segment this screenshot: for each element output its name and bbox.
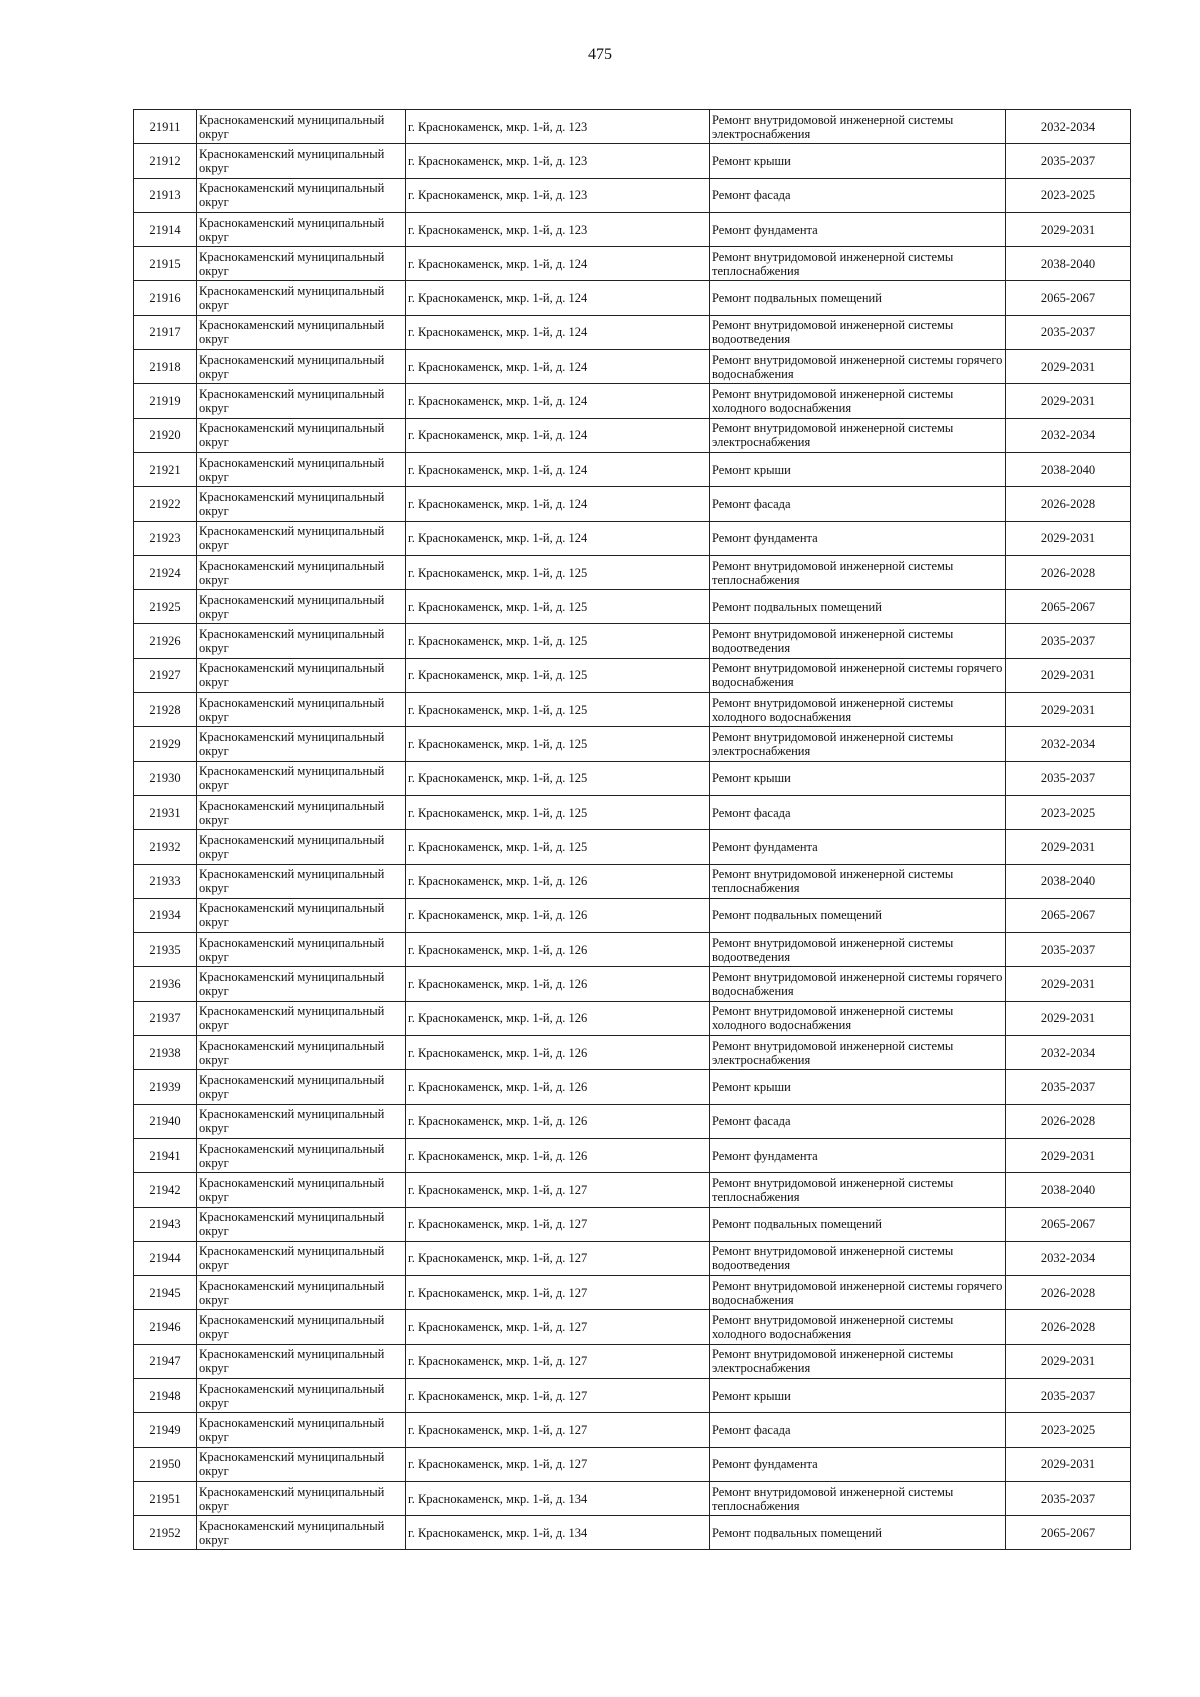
table-row bbox=[134, 1104, 1131, 1138]
address-cell: г. Краснокаменск, мкр. 1-й, д. 125 bbox=[406, 795, 710, 829]
period-cell: 2023-2025 bbox=[1006, 795, 1131, 829]
work-type-cell: Ремонт подвальных помещений bbox=[710, 590, 1006, 624]
municipality-text: Краснокаменский муниципальный округ bbox=[199, 1210, 385, 1239]
municipality-cell bbox=[197, 1378, 406, 1412]
period-cell: 2065-2067 bbox=[1006, 1207, 1131, 1241]
period-cell: 2029-2031 bbox=[1006, 658, 1131, 692]
work-type-cell: Ремонт внутридомовой инженерной системы электроснабжения bbox=[710, 110, 1006, 144]
address-cell: г. Краснокаменск, мкр. 1-й, д. 127 bbox=[406, 1310, 710, 1344]
row-number-cell: 21933 bbox=[134, 864, 197, 898]
row-number-cell: 21946 bbox=[134, 1310, 197, 1344]
work-type-cell: Ремонт фасада bbox=[710, 1413, 1006, 1447]
period-cell: 2029-2031 bbox=[1006, 350, 1131, 384]
municipality-text: Краснокаменский муниципальный округ bbox=[199, 970, 385, 999]
table-row bbox=[134, 1276, 1131, 1310]
address-cell: г. Краснокаменск, мкр. 1-й, д. 127 bbox=[406, 1447, 710, 1481]
row-number-cell: 21940 bbox=[134, 1104, 197, 1138]
municipality-cell bbox=[197, 967, 406, 1001]
municipality-cell bbox=[197, 1070, 406, 1104]
table-row bbox=[134, 1310, 1131, 1344]
period-cell: 2029-2031 bbox=[1006, 521, 1131, 555]
row-number-cell: 21917 bbox=[134, 315, 197, 349]
municipality-text: Краснокаменский муниципальный округ bbox=[199, 249, 385, 278]
address-cell: г. Краснокаменск, мкр. 1-й, д. 126 bbox=[406, 898, 710, 932]
row-number-cell: 21920 bbox=[134, 418, 197, 452]
row-number-cell: 21912 bbox=[134, 144, 197, 178]
municipality-text: Краснокаменский муниципальный округ bbox=[199, 935, 385, 964]
period-cell: 2038-2040 bbox=[1006, 452, 1131, 486]
address-cell: г. Краснокаменск, мкр. 1-й, д. 125 bbox=[406, 830, 710, 864]
table-row bbox=[134, 933, 1131, 967]
table-row bbox=[134, 1413, 1131, 1447]
row-number-cell: 21942 bbox=[134, 1173, 197, 1207]
municipality-cell bbox=[197, 350, 406, 384]
row-number-cell: 21951 bbox=[134, 1481, 197, 1515]
municipality-text: Краснокаменский муниципальный округ bbox=[199, 1347, 385, 1376]
table-row bbox=[134, 384, 1131, 418]
work-type-cell: Ремонт фасада bbox=[710, 487, 1006, 521]
row-number-cell: 21949 bbox=[134, 1413, 197, 1447]
work-type-cell: Ремонт внутридомовой инженерной системы горячего водоснабжения bbox=[710, 658, 1006, 692]
municipality-text: Краснокаменский муниципальный округ bbox=[199, 764, 385, 793]
period-cell: 2065-2067 bbox=[1006, 898, 1131, 932]
period-cell: 2029-2031 bbox=[1006, 212, 1131, 246]
municipality-cell bbox=[197, 1173, 406, 1207]
work-type-cell: Ремонт внутридомовой инженерной системы холодного водоснабжения bbox=[710, 1001, 1006, 1035]
row-number-cell: 21923 bbox=[134, 521, 197, 555]
address-cell: г. Краснокаменск, мкр. 1-й, д. 125 bbox=[406, 624, 710, 658]
address-cell: г. Краснокаменск, мкр. 1-й, д. 123 bbox=[406, 212, 710, 246]
municipality-cell bbox=[197, 144, 406, 178]
row-number-cell: 21941 bbox=[134, 1138, 197, 1172]
address-cell: г. Краснокаменск, мкр. 1-й, д. 125 bbox=[406, 761, 710, 795]
table-row bbox=[134, 1241, 1131, 1275]
work-type-cell: Ремонт внутридомовой инженерной системы электроснабжения bbox=[710, 418, 1006, 452]
municipality-text: Краснокаменский муниципальный округ bbox=[199, 1004, 385, 1033]
work-type-cell: Ремонт фундамента bbox=[710, 212, 1006, 246]
period-cell: 2035-2037 bbox=[1006, 933, 1131, 967]
work-type-cell: Ремонт крыши bbox=[710, 452, 1006, 486]
municipality-cell bbox=[197, 1104, 406, 1138]
work-type-cell: Ремонт подвальных помещений bbox=[710, 1207, 1006, 1241]
table-row bbox=[134, 590, 1131, 624]
table-row bbox=[134, 418, 1131, 452]
municipality-text: Краснокаменский муниципальный округ bbox=[199, 1038, 385, 1067]
municipality-cell bbox=[197, 624, 406, 658]
row-number-cell: 21914 bbox=[134, 212, 197, 246]
table-row bbox=[134, 864, 1131, 898]
period-cell: 2038-2040 bbox=[1006, 247, 1131, 281]
municipality-cell bbox=[197, 1310, 406, 1344]
address-cell: г. Краснокаменск, мкр. 1-й, д. 126 bbox=[406, 1001, 710, 1035]
period-cell: 2026-2028 bbox=[1006, 1104, 1131, 1138]
period-cell: 2035-2037 bbox=[1006, 1070, 1131, 1104]
table-row bbox=[134, 1481, 1131, 1515]
table-row bbox=[134, 487, 1131, 521]
municipality-text: Краснокаменский муниципальный округ bbox=[199, 489, 385, 518]
period-cell: 2023-2025 bbox=[1006, 1413, 1131, 1447]
municipality-cell bbox=[197, 830, 406, 864]
address-cell: г. Краснокаменск, мкр. 1-й, д. 127 bbox=[406, 1241, 710, 1275]
work-type-cell: Ремонт внутридомовой инженерной системы горячего водоснабжения bbox=[710, 1276, 1006, 1310]
period-cell: 2065-2067 bbox=[1006, 1516, 1131, 1550]
period-cell: 2038-2040 bbox=[1006, 1173, 1131, 1207]
period-cell: 2035-2037 bbox=[1006, 1481, 1131, 1515]
address-cell: г. Краснокаменск, мкр. 1-й, д. 124 bbox=[406, 247, 710, 281]
work-type-cell: Ремонт внутридомовой инженерной системы теплоснабжения bbox=[710, 555, 1006, 589]
address-cell: г. Краснокаменск, мкр. 1-й, д. 125 bbox=[406, 693, 710, 727]
municipality-text: Краснокаменский муниципальный округ bbox=[199, 352, 385, 381]
address-cell: г. Краснокаменск, мкр. 1-й, д. 125 bbox=[406, 727, 710, 761]
work-type-cell: Ремонт подвальных помещений bbox=[710, 898, 1006, 932]
municipality-text: Краснокаменский муниципальный округ bbox=[199, 1484, 385, 1513]
municipality-text: Краснокаменский муниципальный округ bbox=[199, 1175, 385, 1204]
address-cell: г. Краснокаменск, мкр. 1-й, д. 127 bbox=[406, 1413, 710, 1447]
address-cell: г. Краснокаменск, мкр. 1-й, д. 126 bbox=[406, 933, 710, 967]
work-type-cell: Ремонт внутридомовой инженерной системы холодного водоснабжения bbox=[710, 693, 1006, 727]
municipality-text: Краснокаменский муниципальный округ bbox=[199, 592, 385, 621]
row-number-cell: 21938 bbox=[134, 1036, 197, 1070]
address-cell: г. Краснокаменск, мкр. 1-й, д. 127 bbox=[406, 1378, 710, 1412]
work-type-cell: Ремонт подвальных помещений bbox=[710, 1516, 1006, 1550]
municipality-cell bbox=[197, 1481, 406, 1515]
work-type-cell: Ремонт фундамента bbox=[710, 1447, 1006, 1481]
municipality-cell bbox=[197, 1207, 406, 1241]
period-cell: 2023-2025 bbox=[1006, 178, 1131, 212]
work-type-cell: Ремонт подвальных помещений bbox=[710, 281, 1006, 315]
work-type-cell: Ремонт фасада bbox=[710, 178, 1006, 212]
municipality-cell bbox=[197, 1516, 406, 1550]
period-cell: 2026-2028 bbox=[1006, 555, 1131, 589]
row-number-cell: 21921 bbox=[134, 452, 197, 486]
municipality-cell bbox=[197, 281, 406, 315]
table-row bbox=[134, 624, 1131, 658]
table-row bbox=[134, 178, 1131, 212]
period-cell: 2035-2037 bbox=[1006, 761, 1131, 795]
municipality-cell bbox=[197, 727, 406, 761]
table-body bbox=[134, 110, 1131, 1550]
period-cell: 2035-2037 bbox=[1006, 144, 1131, 178]
address-cell: г. Краснокаменск, мкр. 1-й, д. 124 bbox=[406, 350, 710, 384]
row-number-cell: 21929 bbox=[134, 727, 197, 761]
municipality-text: Краснокаменский муниципальный округ bbox=[199, 627, 385, 656]
address-cell: г. Краснокаменск, мкр. 1-й, д. 134 bbox=[406, 1481, 710, 1515]
address-cell: г. Краснокаменск, мкр. 1-й, д. 124 bbox=[406, 315, 710, 349]
row-number-cell: 21937 bbox=[134, 1001, 197, 1035]
municipality-text: Краснокаменский муниципальный округ bbox=[199, 284, 385, 313]
table-row bbox=[134, 761, 1131, 795]
municipality-cell bbox=[197, 693, 406, 727]
work-type-cell: Ремонт внутридомовой инженерной системы теплоснабжения bbox=[710, 1481, 1006, 1515]
period-cell: 2029-2031 bbox=[1006, 1138, 1131, 1172]
municipality-cell bbox=[197, 761, 406, 795]
municipality-cell bbox=[197, 110, 406, 144]
municipality-text: Краснокаменский муниципальный округ bbox=[199, 1072, 385, 1101]
municipality-cell bbox=[197, 315, 406, 349]
period-cell: 2029-2031 bbox=[1006, 830, 1131, 864]
municipality-text: Краснокаменский муниципальный округ bbox=[199, 901, 385, 930]
municipality-cell bbox=[197, 1001, 406, 1035]
table-row bbox=[134, 967, 1131, 1001]
municipality-cell bbox=[197, 1241, 406, 1275]
row-number-cell: 21927 bbox=[134, 658, 197, 692]
period-cell: 2029-2031 bbox=[1006, 693, 1131, 727]
table-row bbox=[134, 144, 1131, 178]
table-row bbox=[134, 555, 1131, 589]
work-type-cell: Ремонт крыши bbox=[710, 1378, 1006, 1412]
work-type-cell: Ремонт крыши bbox=[710, 761, 1006, 795]
table-row bbox=[134, 452, 1131, 486]
work-type-cell: Ремонт внутридомовой инженерной системы теплоснабжения bbox=[710, 864, 1006, 898]
address-cell: г. Краснокаменск, мкр. 1-й, д. 124 bbox=[406, 452, 710, 486]
work-type-cell: Ремонт фундамента bbox=[710, 521, 1006, 555]
address-cell: г. Краснокаменск, мкр. 1-й, д. 126 bbox=[406, 1070, 710, 1104]
table-row bbox=[134, 1070, 1131, 1104]
row-number-cell: 21911 bbox=[134, 110, 197, 144]
period-cell: 2032-2034 bbox=[1006, 110, 1131, 144]
municipality-text: Краснокаменский муниципальный округ bbox=[199, 387, 385, 416]
row-number-cell: 21915 bbox=[134, 247, 197, 281]
municipality-cell bbox=[197, 590, 406, 624]
table-row bbox=[134, 350, 1131, 384]
address-cell: г. Краснокаменск, мкр. 1-й, д. 124 bbox=[406, 418, 710, 452]
municipality-cell bbox=[197, 1276, 406, 1310]
row-number-cell: 21913 bbox=[134, 178, 197, 212]
period-cell: 2065-2067 bbox=[1006, 281, 1131, 315]
period-cell: 2032-2034 bbox=[1006, 1036, 1131, 1070]
municipality-text: Краснокаменский муниципальный округ bbox=[199, 729, 385, 758]
work-type-cell: Ремонт внутридомовой инженерной системы горячего водоснабжения bbox=[710, 967, 1006, 1001]
municipality-text: Краснокаменский муниципальный округ bbox=[199, 832, 385, 861]
period-cell: 2026-2028 bbox=[1006, 487, 1131, 521]
period-cell: 2029-2031 bbox=[1006, 1344, 1131, 1378]
municipality-text: Краснокаменский муниципальный округ bbox=[199, 1278, 385, 1307]
municipality-text: Краснокаменский муниципальный округ bbox=[199, 146, 385, 175]
work-type-cell: Ремонт внутридомовой инженерной системы горячего водоснабжения bbox=[710, 350, 1006, 384]
table-row bbox=[134, 521, 1131, 555]
municipality-text: Краснокаменский муниципальный округ bbox=[199, 215, 385, 244]
municipality-text: Краснокаменский муниципальный округ bbox=[199, 695, 385, 724]
row-number-cell: 21932 bbox=[134, 830, 197, 864]
row-number-cell: 21943 bbox=[134, 1207, 197, 1241]
municipality-cell bbox=[197, 864, 406, 898]
municipality-text: Краснокаменский муниципальный округ bbox=[199, 318, 385, 347]
period-cell: 2032-2034 bbox=[1006, 1241, 1131, 1275]
municipality-cell bbox=[197, 933, 406, 967]
table-row bbox=[134, 1138, 1131, 1172]
period-cell: 2029-2031 bbox=[1006, 967, 1131, 1001]
table-row bbox=[134, 1447, 1131, 1481]
table-row bbox=[134, 1516, 1131, 1550]
work-type-cell: Ремонт фасада bbox=[710, 1104, 1006, 1138]
row-number-cell: 21934 bbox=[134, 898, 197, 932]
period-cell: 2035-2037 bbox=[1006, 1378, 1131, 1412]
address-cell: г. Краснокаменск, мкр. 1-й, д. 126 bbox=[406, 1104, 710, 1138]
municipality-cell bbox=[197, 487, 406, 521]
municipality-text: Краснокаменский муниципальный округ bbox=[199, 1518, 385, 1547]
work-type-cell: Ремонт внутридомовой инженерной системы теплоснабжения bbox=[710, 247, 1006, 281]
row-number-cell: 21916 bbox=[134, 281, 197, 315]
repair-schedule-table bbox=[133, 109, 1131, 1550]
row-number-cell: 21918 bbox=[134, 350, 197, 384]
municipality-text: Краснокаменский муниципальный округ bbox=[199, 1313, 385, 1342]
work-type-cell: Ремонт внутридомовой инженерной системы водоотведения bbox=[710, 1241, 1006, 1275]
row-number-cell: 21936 bbox=[134, 967, 197, 1001]
period-cell: 2032-2034 bbox=[1006, 418, 1131, 452]
row-number-cell: 21922 bbox=[134, 487, 197, 521]
table-row bbox=[134, 898, 1131, 932]
table-row bbox=[134, 693, 1131, 727]
table-row bbox=[134, 795, 1131, 829]
work-type-cell: Ремонт внутридомовой инженерной системы холодного водоснабжения bbox=[710, 1310, 1006, 1344]
municipality-text: Краснокаменский муниципальный округ bbox=[199, 524, 385, 553]
table-row bbox=[134, 1001, 1131, 1035]
period-cell: 2026-2028 bbox=[1006, 1276, 1131, 1310]
page-number: 475 bbox=[588, 46, 612, 63]
table-row bbox=[134, 1173, 1131, 1207]
period-cell: 2035-2037 bbox=[1006, 315, 1131, 349]
period-cell: 2029-2031 bbox=[1006, 1001, 1131, 1035]
period-cell: 2029-2031 bbox=[1006, 384, 1131, 418]
municipality-text: Краснокаменский муниципальный округ bbox=[199, 1107, 385, 1136]
period-cell: 2029-2031 bbox=[1006, 1447, 1131, 1481]
row-number-cell: 21939 bbox=[134, 1070, 197, 1104]
table-row bbox=[134, 727, 1131, 761]
municipality-cell bbox=[197, 521, 406, 555]
row-number-cell: 21935 bbox=[134, 933, 197, 967]
municipality-cell bbox=[197, 452, 406, 486]
row-number-cell: 21944 bbox=[134, 1241, 197, 1275]
table-row bbox=[134, 247, 1131, 281]
row-number-cell: 21930 bbox=[134, 761, 197, 795]
municipality-text: Краснокаменский муниципальный округ bbox=[199, 181, 385, 210]
municipality-text: Краснокаменский муниципальный округ bbox=[199, 1450, 385, 1479]
address-cell: г. Краснокаменск, мкр. 1-й, д. 124 bbox=[406, 521, 710, 555]
address-cell: г. Краснокаменск, мкр. 1-й, д. 127 bbox=[406, 1276, 710, 1310]
municipality-text: Краснокаменский муниципальный округ bbox=[199, 661, 385, 690]
period-cell: 2026-2028 bbox=[1006, 1310, 1131, 1344]
work-type-cell: Ремонт внутридомовой инженерной системы электроснабжения bbox=[710, 1036, 1006, 1070]
municipality-text: Краснокаменский муниципальный округ bbox=[199, 455, 385, 484]
municipality-cell bbox=[197, 1447, 406, 1481]
municipality-cell bbox=[197, 1036, 406, 1070]
address-cell: г. Краснокаменск, мкр. 1-й, д. 125 bbox=[406, 590, 710, 624]
address-cell: г. Краснокаменск, мкр. 1-й, д. 124 bbox=[406, 281, 710, 315]
municipality-text: Краснокаменский муниципальный округ bbox=[199, 1244, 385, 1273]
municipality-cell bbox=[197, 795, 406, 829]
period-cell: 2032-2034 bbox=[1006, 727, 1131, 761]
work-type-cell: Ремонт фундамента bbox=[710, 830, 1006, 864]
table-row bbox=[134, 1378, 1131, 1412]
municipality-text: Краснокаменский муниципальный округ bbox=[199, 1141, 385, 1170]
address-cell: г. Краснокаменск, мкр. 1-й, д. 126 bbox=[406, 967, 710, 1001]
work-type-cell: Ремонт крыши bbox=[710, 144, 1006, 178]
address-cell: г. Краснокаменск, мкр. 1-й, д. 134 bbox=[406, 1516, 710, 1550]
work-type-cell: Ремонт внутридомовой инженерной системы водоотведения bbox=[710, 315, 1006, 349]
table-row bbox=[134, 315, 1131, 349]
row-number-cell: 21931 bbox=[134, 795, 197, 829]
row-number-cell: 21952 bbox=[134, 1516, 197, 1550]
municipality-text: Краснокаменский муниципальный округ bbox=[199, 558, 385, 587]
municipality-cell bbox=[197, 658, 406, 692]
municipality-text: Краснокаменский муниципальный округ bbox=[199, 112, 385, 141]
municipality-cell bbox=[197, 418, 406, 452]
table-row bbox=[134, 1344, 1131, 1378]
municipality-text: Краснокаменский муниципальный округ bbox=[199, 867, 385, 896]
table-row bbox=[134, 1207, 1131, 1241]
work-type-cell: Ремонт внутридомовой инженерной системы водоотведения bbox=[710, 933, 1006, 967]
work-type-cell: Ремонт внутридомовой инженерной системы водоотведения bbox=[710, 624, 1006, 658]
table-row bbox=[134, 212, 1131, 246]
municipality-text: Краснокаменский муниципальный округ bbox=[199, 798, 385, 827]
row-number-cell: 21947 bbox=[134, 1344, 197, 1378]
period-cell: 2038-2040 bbox=[1006, 864, 1131, 898]
row-number-cell: 21950 bbox=[134, 1447, 197, 1481]
table-row bbox=[134, 281, 1131, 315]
period-cell: 2035-2037 bbox=[1006, 624, 1131, 658]
row-number-cell: 21948 bbox=[134, 1378, 197, 1412]
municipality-cell bbox=[197, 212, 406, 246]
row-number-cell: 21945 bbox=[134, 1276, 197, 1310]
row-number-cell: 21919 bbox=[134, 384, 197, 418]
address-cell: г. Краснокаменск, мкр. 1-й, д. 127 bbox=[406, 1173, 710, 1207]
municipality-cell bbox=[197, 555, 406, 589]
work-type-cell: Ремонт фасада bbox=[710, 795, 1006, 829]
work-type-cell: Ремонт внутридомовой инженерной системы электроснабжения bbox=[710, 1344, 1006, 1378]
row-number-cell: 21928 bbox=[134, 693, 197, 727]
address-cell: г. Краснокаменск, мкр. 1-й, д. 124 bbox=[406, 487, 710, 521]
address-cell: г. Краснокаменск, мкр. 1-й, д. 123 bbox=[406, 144, 710, 178]
municipality-text: Краснокаменский муниципальный округ bbox=[199, 1381, 385, 1410]
address-cell: г. Краснокаменск, мкр. 1-й, д. 124 bbox=[406, 384, 710, 418]
municipality-cell bbox=[197, 1138, 406, 1172]
table-row bbox=[134, 830, 1131, 864]
municipality-cell bbox=[197, 1413, 406, 1447]
municipality-cell bbox=[197, 1344, 406, 1378]
row-number-cell: 21924 bbox=[134, 555, 197, 589]
address-cell: г. Краснокаменск, мкр. 1-й, д. 123 bbox=[406, 110, 710, 144]
municipality-cell bbox=[197, 247, 406, 281]
address-cell: г. Краснокаменск, мкр. 1-й, д. 127 bbox=[406, 1207, 710, 1241]
table-row bbox=[134, 658, 1131, 692]
row-number-cell: 21925 bbox=[134, 590, 197, 624]
table-row bbox=[134, 110, 1131, 144]
municipality-cell bbox=[197, 898, 406, 932]
work-type-cell: Ремонт внутридомовой инженерной системы электроснабжения bbox=[710, 727, 1006, 761]
municipality-text: Краснокаменский муниципальный округ bbox=[199, 421, 385, 450]
address-cell: г. Краснокаменск, мкр. 1-й, д. 123 bbox=[406, 178, 710, 212]
municipality-text: Краснокаменский муниципальный округ bbox=[199, 1415, 385, 1444]
address-cell: г. Краснокаменск, мкр. 1-й, д. 126 bbox=[406, 864, 710, 898]
work-type-cell: Ремонт крыши bbox=[710, 1070, 1006, 1104]
municipality-cell bbox=[197, 384, 406, 418]
period-cell: 2065-2067 bbox=[1006, 590, 1131, 624]
address-cell: г. Краснокаменск, мкр. 1-й, д. 125 bbox=[406, 658, 710, 692]
work-type-cell: Ремонт фундамента bbox=[710, 1138, 1006, 1172]
address-cell: г. Краснокаменск, мкр. 1-й, д. 127 bbox=[406, 1344, 710, 1378]
municipality-cell bbox=[197, 178, 406, 212]
work-type-cell: Ремонт внутридомовой инженерной системы теплоснабжения bbox=[710, 1173, 1006, 1207]
address-cell: г. Краснокаменск, мкр. 1-й, д. 126 bbox=[406, 1036, 710, 1070]
address-cell: г. Краснокаменск, мкр. 1-й, д. 125 bbox=[406, 555, 710, 589]
row-number-cell: 21926 bbox=[134, 624, 197, 658]
work-type-cell: Ремонт внутридомовой инженерной системы холодного водоснабжения bbox=[710, 384, 1006, 418]
address-cell: г. Краснокаменск, мкр. 1-й, д. 126 bbox=[406, 1138, 710, 1172]
table-row bbox=[134, 1036, 1131, 1070]
